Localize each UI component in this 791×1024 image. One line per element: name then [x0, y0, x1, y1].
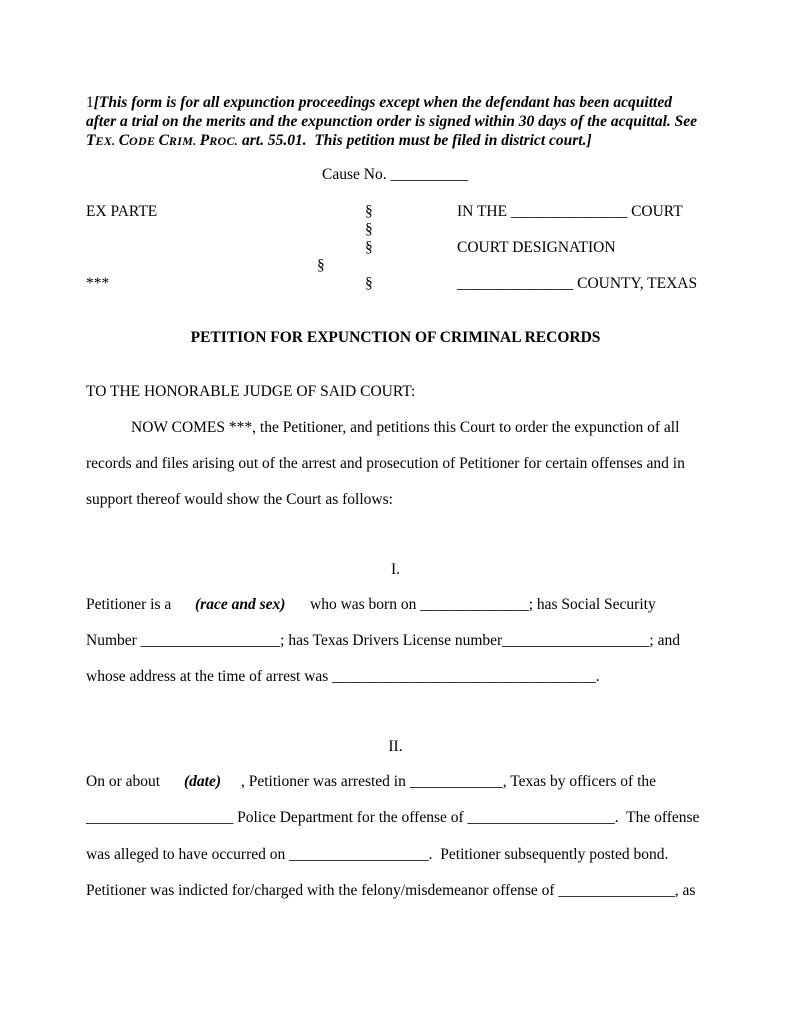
- section1-line-1c: who was born on ______________; has Social Security: [310, 596, 656, 613]
- section2-line-1c: , Petitioner was arrested in ____________, Texas by officers of the: [241, 773, 657, 790]
- salutation: TO THE HONORABLE JUDGE OF SAID COURT:: [86, 383, 416, 400]
- instruction-note: [86, 93, 726, 151]
- section2-line-4: Petitioner was indicted for/charged with the felony/misdemeanor offense of _______________, as: [86, 882, 696, 899]
- section1-race-sex-field: (race and sex): [195, 596, 286, 613]
- section-symbol: §: [365, 275, 373, 292]
- cause-number: Cause No. __________: [322, 166, 468, 183]
- section2-date-field: (date): [184, 773, 222, 790]
- caption-court-line: IN THE _______________ COURT: [457, 203, 683, 220]
- caption-ex-parte: EX PARTE: [86, 203, 158, 220]
- caption-court-designation: COURT DESIGNATION: [457, 239, 616, 256]
- section2-line-2: ___________________ Police Department for the offense of ___________________. The offense: [86, 809, 700, 826]
- petition-title: PETITION FOR EXPUNCTION OF CRIMINAL RECORDS: [190, 329, 601, 346]
- section1-line-2: Number __________________; has Texas Drivers License number___________________; and: [86, 632, 680, 649]
- note-line-1: 1[This form is for all expunction proceedings except when the defendant has been acquitted: [86, 94, 672, 111]
- intro-line-1: NOW COMES ***, the Petitioner, and petitions this Court to order the expunction of all: [131, 419, 680, 436]
- section1-line-1a: Petitioner is a: [86, 596, 172, 613]
- section-symbol: §: [365, 221, 373, 238]
- section-symbol: §: [365, 239, 373, 256]
- note-line-3: TEX. CODE CRIM. PROC. art. 55.01. This petition must be filed in district court.]: [86, 132, 592, 149]
- note-line-2: after a trial on the merits and the expunction order is signed within 30 days of the acquittal. See: [86, 113, 698, 130]
- section2-line-3: was alleged to have occurred on __________________. Petitioner subsequently posted bond.: [86, 846, 669, 863]
- caption-county-line: _______________ COUNTY, TEXAS: [457, 275, 698, 292]
- section-symbol: §: [365, 203, 373, 220]
- intro-line-3: support thereof would show the Court as follows:: [86, 491, 393, 508]
- section-heading-1: I.: [390, 561, 401, 578]
- caption-petitioner-name: ***: [86, 275, 110, 292]
- section-heading-2: II.: [388, 738, 403, 755]
- footnote-marker: 1: [86, 94, 94, 111]
- section-symbol: §: [317, 257, 325, 274]
- intro-line-2: records and files arising out of the arrest and prosecution of Petitioner for certain offenses and in: [86, 455, 685, 472]
- section2-line-1a: On or about: [86, 773, 161, 790]
- section1-line-3: whose address at the time of arrest was __________________________________.: [86, 668, 600, 685]
